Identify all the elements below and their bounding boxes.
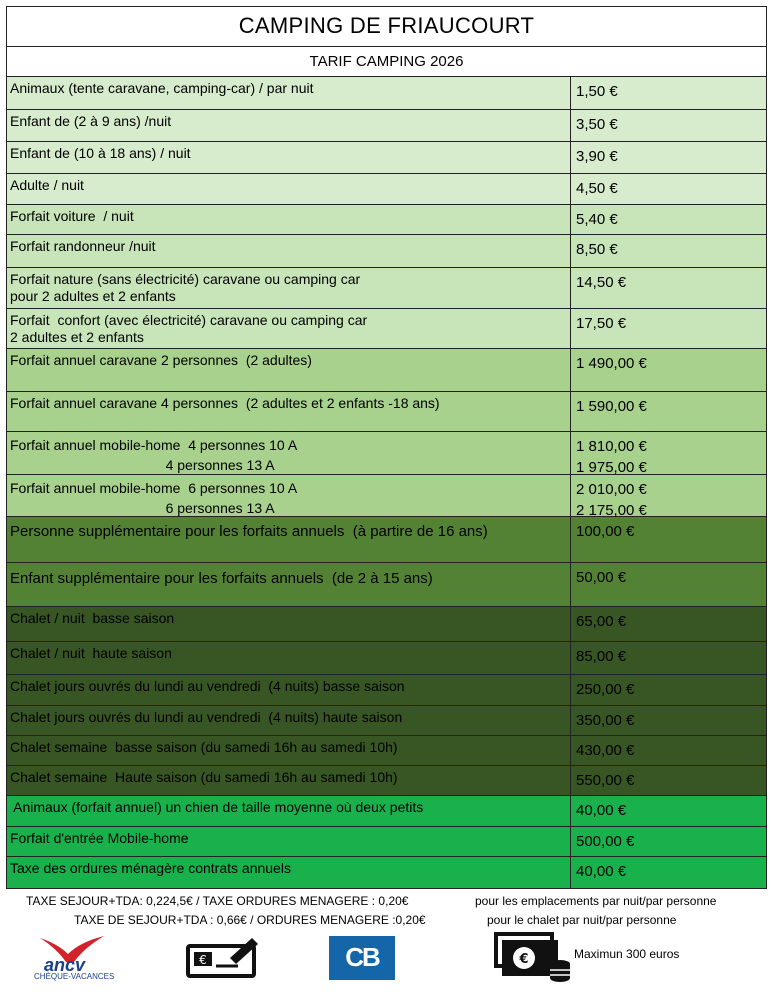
row-price: 8,50 € xyxy=(576,241,618,258)
table-row xyxy=(7,392,766,432)
cheque-icon xyxy=(186,936,262,980)
row-label: Animaux (forfait annuel) un chien de taille moyenne où deux petits xyxy=(7,796,571,826)
row-label: Enfant supplémentaire pour les forfaits annuels (de 2 à 15 ans) xyxy=(7,563,571,606)
ancv-logo xyxy=(32,928,115,984)
row-label: Forfait voiture / nuit xyxy=(7,205,571,234)
table-row xyxy=(7,475,766,517)
row-price: 430,00 € xyxy=(576,742,635,759)
cb-card-logo xyxy=(329,936,395,980)
row-label: Personne supplémentaire pour les forfaits annuels (à partire de 16 ans) xyxy=(7,517,571,562)
row-label: Chalet jours ouvrés du lundi au vendredi (4 nuits) basse saison xyxy=(7,675,571,705)
row-label: Forfait d'entrée Mobile-home xyxy=(7,827,571,856)
row-price: 550,00 € xyxy=(576,772,635,789)
table-row xyxy=(7,205,766,235)
row-label: Animaux (tente caravane, camping-car) / par nuit xyxy=(7,77,571,109)
row-label: Forfait annuel caravane 4 personnes (2 adultes et 2 enfants -18 ans) xyxy=(7,392,571,431)
row-label: Forfait confort (avec électricité) caravane ou camping car 2 adultes et 2 enfants xyxy=(7,309,571,348)
row-price: 3,50 € xyxy=(576,116,618,133)
row-price: 3,90 € xyxy=(576,148,618,165)
table-row xyxy=(7,607,766,642)
row-price: 4,50 € xyxy=(576,180,618,197)
table-row xyxy=(7,309,766,349)
svg-text:€: € xyxy=(199,953,207,967)
table-row xyxy=(7,736,766,766)
table-row xyxy=(7,432,766,475)
row-price: 100,00 € xyxy=(576,523,635,540)
row-price: 2 010,00 € 2 175,00 € xyxy=(576,481,647,519)
tax-note-chalet-scope: pour le chalet par nuit/par personne xyxy=(487,913,677,927)
row-price: 1 490,00 € xyxy=(576,355,647,372)
row-label: Chalet / nuit basse saison xyxy=(7,607,571,641)
table-row xyxy=(7,142,766,174)
row-price: 65,00 € xyxy=(576,613,627,630)
cb-wordmark: CB xyxy=(345,942,379,972)
table-row xyxy=(7,268,766,309)
table-row xyxy=(7,77,766,110)
row-price: 1 810,00 € 1 975,00 € xyxy=(576,438,647,476)
table-row xyxy=(7,235,766,268)
cash-max-note: Maximun 300 euros xyxy=(574,947,680,961)
row-price: 40,00 € xyxy=(576,863,627,880)
table-row xyxy=(7,349,766,392)
footer xyxy=(6,890,767,994)
cash-icon xyxy=(494,930,574,984)
table-row xyxy=(7,563,766,607)
row-label: Adulte / nuit xyxy=(7,174,571,204)
price-table xyxy=(6,6,767,889)
row-label: Forfait nature (sans électricité) caravane ou camping car pour 2 adultes et 2 enfants xyxy=(7,268,571,308)
row-price: 14,50 € xyxy=(576,274,627,291)
row-price: 40,00 € xyxy=(576,802,627,819)
ancv-wordmark: ancv xyxy=(44,955,86,975)
table-row xyxy=(7,796,766,827)
table-row xyxy=(7,174,766,205)
row-label: Forfait randonneur /nuit xyxy=(7,235,571,267)
row-price: 5,40 € xyxy=(576,211,618,228)
row-label: Chalet semaine Haute saison (du samedi 16h au samedi 10h) xyxy=(7,766,571,795)
row-price: 85,00 € xyxy=(576,648,627,665)
row-label: Enfant de (10 à 18 ans) / nuit xyxy=(7,142,571,173)
row-price: 350,00 € xyxy=(576,712,635,729)
row-price: 50,00 € xyxy=(576,569,627,586)
row-label: Forfait annuel mobile-home 4 personnes 10 A 4 personnes 13 A xyxy=(7,432,571,474)
table-row xyxy=(7,517,766,563)
row-label: Enfant de (2 à 9 ans) /nuit xyxy=(7,110,571,141)
row-label: Forfait annuel mobile-home 6 personnes 10 A 6 personnes 13 A xyxy=(7,475,571,516)
row-price: 1 590,00 € xyxy=(576,398,647,415)
row-label: Chalet semaine basse saison (du samedi 16h au samedi 10h) xyxy=(7,736,571,765)
svg-text:€: € xyxy=(519,952,529,967)
table-row xyxy=(7,766,766,796)
row-label: Taxe des ordures ménagère contrats annuels xyxy=(7,857,571,888)
page-title: CAMPING DE FRIAUCOURT xyxy=(7,7,766,47)
table-row xyxy=(7,675,766,706)
table-row xyxy=(7,110,766,142)
tax-note-chalet: TAXE DE SEJOUR+TDA : 0,66€ / ORDURES MENAGERE :0,20€ xyxy=(74,913,426,927)
ancv-caption: CHÈQUE-VACANCES xyxy=(34,972,115,981)
table-row xyxy=(7,642,766,675)
row-price: 500,00 € xyxy=(576,833,635,850)
row-price: 1,50 € xyxy=(576,83,618,100)
tax-note-pitches: TAXE SEJOUR+TDA: 0,224,5€ / TAXE ORDURES MENAGERE : 0,20€ xyxy=(26,894,409,908)
table-row xyxy=(7,827,766,857)
tax-note-pitches-scope: pour les emplacements par nuit/par personne xyxy=(475,894,717,908)
row-price: 17,50 € xyxy=(576,315,627,332)
table-row xyxy=(7,706,766,736)
page-subtitle: TARIF CAMPING 2026 xyxy=(7,47,766,77)
row-price: 250,00 € xyxy=(576,681,635,698)
table-row xyxy=(7,857,766,888)
row-label: Chalet jours ouvrés du lundi au vendredi (4 nuits) haute saison xyxy=(7,706,571,735)
row-label: Chalet / nuit haute saison xyxy=(7,642,571,674)
row-label: Forfait annuel caravane 2 personnes (2 adultes) xyxy=(7,349,571,391)
